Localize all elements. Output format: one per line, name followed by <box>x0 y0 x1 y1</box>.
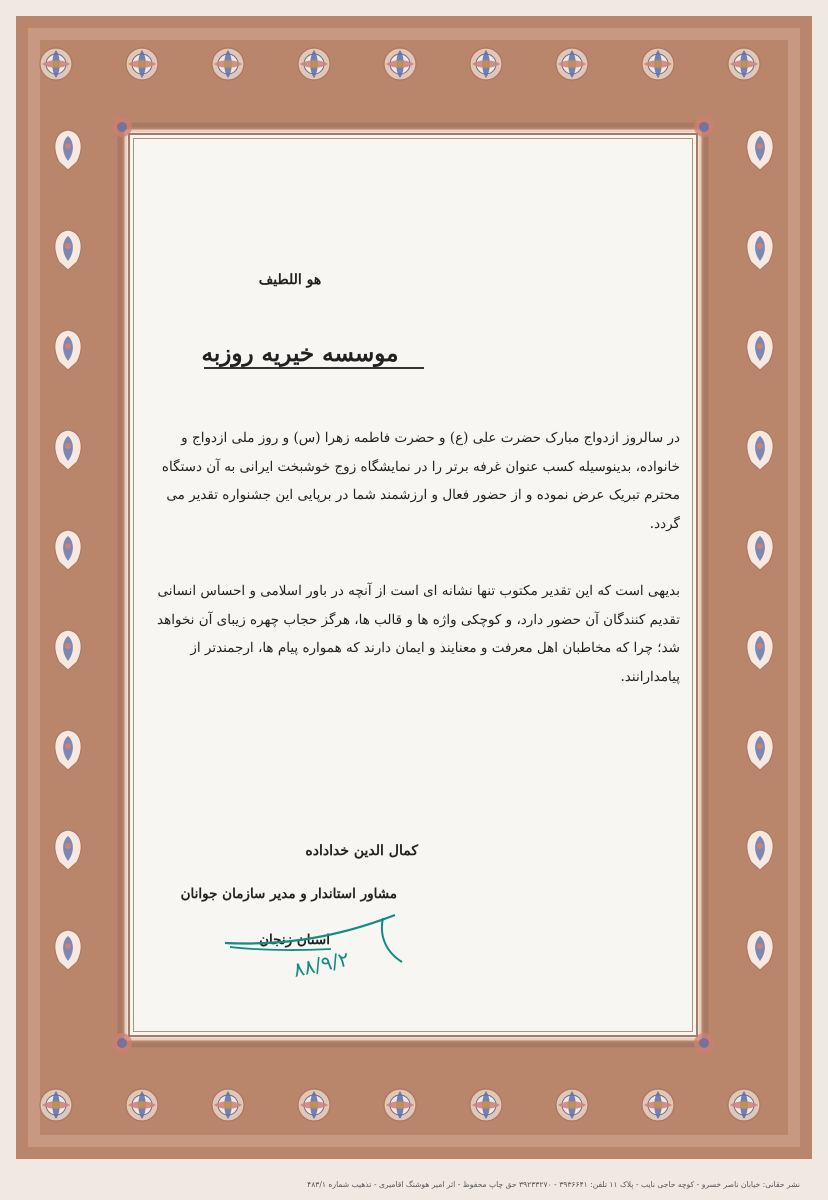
letter-title: هو اللطیف <box>258 272 322 288</box>
recipient-name: موسسه خیریه روزبه <box>201 340 399 367</box>
paragraph-2: بدیهی است که این تقدیر مکتوب تنها نشانه ای است از آنچه در باور اسلامی و احساس انسانی تقدیم کنندگان آن حضور دارد، و کوچکی واژه ها و قالب ها، هرگز حجاب چهره زیبای آن نخواهد شد؛ چرا که مخاطبان اهل معرفت و معنایند و ایمان دارند که همواره پیام ها، ارجمندتر از پیامدارانند. <box>157 583 680 685</box>
paragraph-1: در سالروز ازدواج مبارک حضرت علی (ع) و حضرت فاطمه زهرا (س) و روز ملی ازدواج و خانواده، بدینوسیله کسب عنوان غرفه برتر را در نمایشگاه زوج خوشبخت ایرانی به آن دستگاه محترم تبریک عرض نموده و از حضور فعال و ارزشمند شما در برپایی این جشنواره تقدیر می گردد. <box>161 430 680 532</box>
recipient-underline <box>204 367 424 369</box>
signatory-province: استان زنجان <box>259 932 330 948</box>
publisher-strip <box>0 1176 828 1200</box>
handwritten-signature-mark <box>215 895 415 985</box>
publisher-line: نشر حقانی: خیابان ناصر خسرو - کوچه حاجی نایب - پلاک ۱۱ تلفن: ۳۹۳۶۶۴۱ - ۳۹۲۳۳۲۷۰ حق چاپ محفوظ - اثر امیر هوشنگ اقامیری - تذهیب شماره ۴۸۳/۱ <box>307 1180 800 1189</box>
signatory-title: مشاور استاندار و مدیر سازمان جوانان <box>180 886 397 902</box>
signatory-name: کمال الدین خداداده <box>305 843 418 859</box>
handwritten-date: ۸۸/۹/۲ <box>291 946 352 982</box>
